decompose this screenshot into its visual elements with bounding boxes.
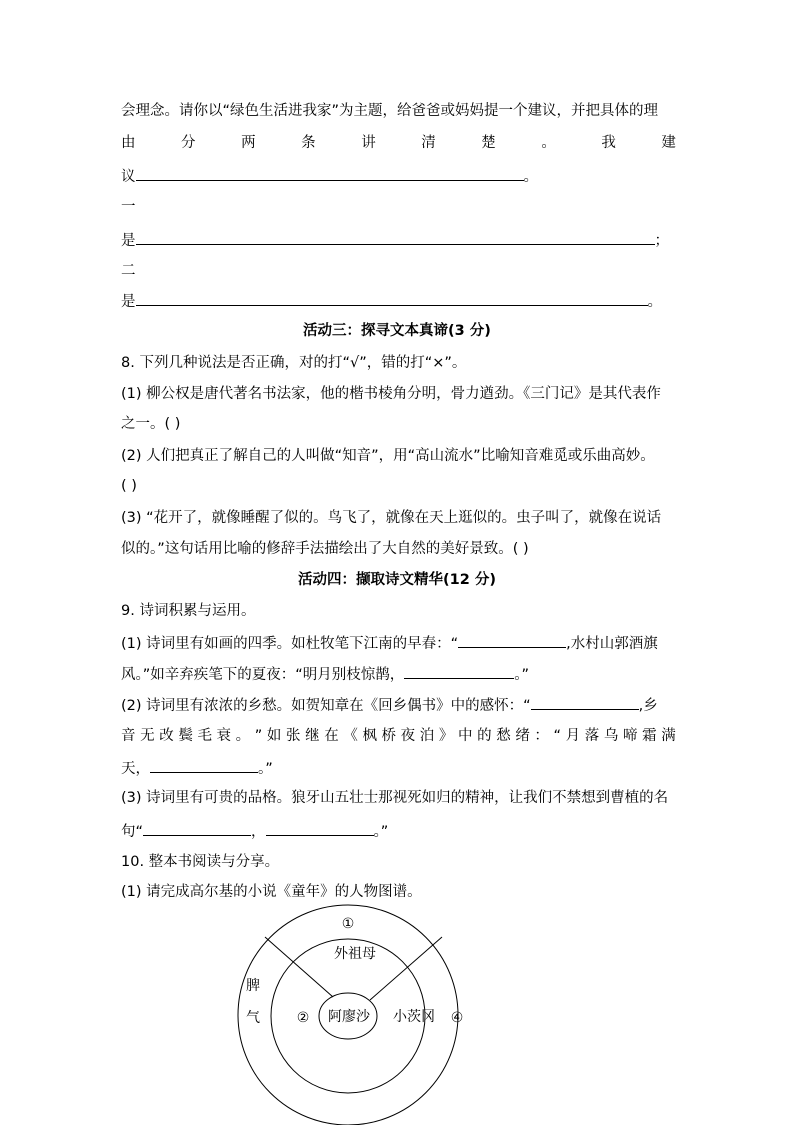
text-char: 分 xyxy=(181,135,196,151)
text-char: 中 xyxy=(457,728,473,744)
q10-stem: 10. 整本书阅读与分享。 xyxy=(121,854,280,870)
label-alyosha: 阿廖沙 xyxy=(328,1009,370,1025)
label-gypsy: 小茨冈 xyxy=(393,1009,435,1025)
answer-blank[interactable] xyxy=(266,820,374,836)
text-char: 楚 xyxy=(481,135,496,151)
text-char: 落 xyxy=(584,728,600,744)
q7-line5: 是 ； xyxy=(121,229,669,251)
activity4-title: 活动四：撷取诗文精华(12 分) xyxy=(298,572,496,588)
text-char: 如 xyxy=(266,728,282,744)
q8-item1-line1: (1) 柳公权是唐代著名书法家，他的楷书棱角分明，骨力遒劲。《三门记》是其代表作 xyxy=(121,386,661,402)
label-temper-1: 脾 xyxy=(246,978,260,994)
text-char: 鬓 xyxy=(178,728,193,744)
q8-item1-line2: 之一。( ) xyxy=(121,416,181,432)
q8-item2-line2: ( ) xyxy=(121,478,137,494)
answer-blank[interactable] xyxy=(531,694,639,710)
label-grandmother: 外祖母 xyxy=(334,946,376,962)
q9-item3-line1: (3) 诗词里有可贵的品格。狼牙山五壮士那视死如归的精神，让我们不禁想到曹植的名 xyxy=(121,790,669,806)
q7-line4: 一 xyxy=(121,199,136,215)
text-char: 《 xyxy=(343,728,358,744)
text-char: 月 xyxy=(565,728,581,744)
text-char: 在 xyxy=(324,728,339,744)
q7-line6: 二 xyxy=(121,263,136,279)
text-char: 改 xyxy=(159,728,174,744)
q8-stem: 8. 下列几种说法是否正确，对的打“√”，错的打“×”。 xyxy=(121,355,467,371)
answer-blank[interactable] xyxy=(136,165,524,181)
q7-line7: 是 。 xyxy=(121,290,662,312)
answer-blank[interactable] xyxy=(150,757,258,773)
q10-item1: (1) 请完成高尔基的小说《童年》的人物图谱。 xyxy=(121,884,422,900)
answer-blank[interactable] xyxy=(136,290,648,306)
text-char: 满 xyxy=(661,728,676,744)
text-char: “ xyxy=(553,728,562,744)
character-map-diagram xyxy=(218,900,478,1125)
text-char: 继 xyxy=(305,728,320,744)
label-temper-2: 气 xyxy=(246,1010,260,1026)
q9-item2-line3: 天， 。” xyxy=(121,757,273,779)
label-1: ① xyxy=(341,916,355,932)
text-char: 》 xyxy=(438,728,454,744)
q7-line2 xyxy=(121,133,676,153)
text-char: 讲 xyxy=(361,135,376,151)
q7-line1: 会理念。请你以“绿色生活进我家”为主题，给爸爸或妈妈提一个建议，并把具体的理 xyxy=(121,103,659,119)
text-char: 乌 xyxy=(603,728,619,744)
text-char: ： xyxy=(534,728,549,744)
answer-blank[interactable] xyxy=(458,632,566,648)
answer-blank[interactable] xyxy=(136,229,655,245)
text-char: 音 xyxy=(121,728,136,744)
text-char: 的 xyxy=(477,728,492,744)
text-char: 毛 xyxy=(197,728,212,744)
text-char: 桥 xyxy=(381,728,397,744)
q9-item1-line1: (1) 诗词里有如画的四季。如杜牧笔下江南的早春：“ ,水村山郭酒旗 xyxy=(121,632,658,654)
text-char: 建 xyxy=(661,135,676,151)
q9-stem: 9. 诗词积累与运用。 xyxy=(121,603,256,619)
q9-item1-line2: 风。”如辛弃疾笔下的夏夜：“明月别枝惊鹊， 。” xyxy=(121,663,529,685)
label-2: ② xyxy=(296,1010,310,1026)
text-char: 枫 xyxy=(362,728,377,744)
q7-line3: 议 。 xyxy=(121,165,538,187)
label-4: ④ xyxy=(450,1010,464,1026)
q9-item2-line2 xyxy=(121,726,676,746)
text-char: 。 xyxy=(235,728,251,744)
text-char: 绪 xyxy=(515,728,530,744)
text-char: 无 xyxy=(140,728,155,744)
text-char: 两 xyxy=(241,135,256,151)
divider-left xyxy=(265,937,333,997)
q8-item3-line2: 似的。”这句话用比喻的修辞手法描绘出了大自然的美好景致。( ) xyxy=(121,541,529,557)
q9-item2-line1: (2) 诗词里有浓浓的乡愁。如贺知章在《回乡偶书》中的感怀：“ ,乡 xyxy=(121,694,658,716)
text-char: 。 xyxy=(541,135,556,151)
text-char: 啼 xyxy=(622,728,638,744)
text-char: 夜 xyxy=(400,728,416,744)
text-char: 清 xyxy=(421,135,436,151)
text-char: 张 xyxy=(286,728,301,744)
q8-item2-line1: (2) 人们把真正了解自己的人叫做“知音”，用“高山流水”比喻知音难觅或乐曲高妙。 xyxy=(121,448,655,464)
answer-blank[interactable] xyxy=(143,820,251,836)
text-char: ” xyxy=(254,728,263,744)
q8-item3-line1: (3) “花开了，就像睡醒了似的。鸟飞了，就像在天上逛似的。虫子叫了，就像在说话 xyxy=(121,510,662,526)
activity3-title: 活动三：探寻文本真谛(3 分) xyxy=(303,323,491,339)
text-char: 衰 xyxy=(216,728,232,744)
text-char: 由 xyxy=(121,135,136,151)
q9-item3-line2: 句“ ， 。” xyxy=(121,820,388,842)
text-char: 泊 xyxy=(419,728,435,744)
text-char: 愁 xyxy=(496,728,511,744)
text-char: 我 xyxy=(601,135,616,151)
answer-blank[interactable] xyxy=(404,663,514,679)
text-char: 条 xyxy=(301,135,316,151)
text-char: 霜 xyxy=(642,728,657,744)
